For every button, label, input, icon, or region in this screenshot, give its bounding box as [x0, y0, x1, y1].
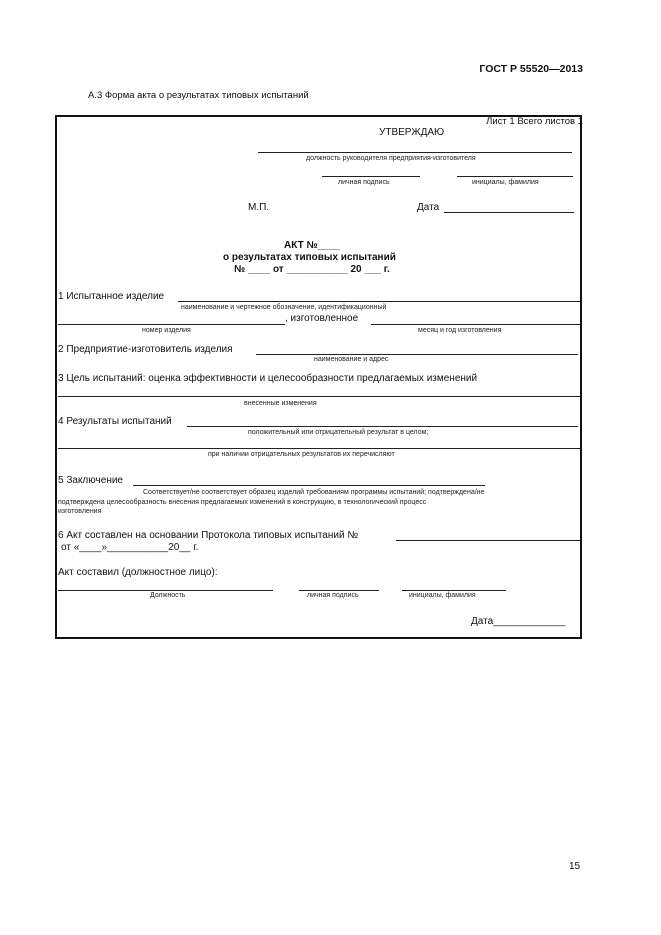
- item6-label: 6 Акт составлен на основании Протокола типовых испытаний №: [58, 530, 359, 541]
- item1-made-label: , изготовленное: [285, 313, 359, 324]
- item6-protocol-line[interactable]: [396, 540, 580, 541]
- item5-caption-line2: подтверждена целесообразность внесения предлагаемых изменений в конструкцию, в технологический процесс: [58, 499, 427, 506]
- month-year-caption: месяц и год изготовления: [418, 327, 502, 334]
- item2-label: 2 Предприятие-изготовитель изделия: [58, 344, 233, 355]
- head-signature-caption: личная подпись: [338, 179, 390, 186]
- head-position-line[interactable]: [258, 152, 572, 153]
- signature-line[interactable]: [299, 590, 379, 591]
- item2-line[interactable]: [256, 354, 578, 355]
- compiled-by-label: Акт составил (должностное лицо):: [58, 567, 218, 578]
- item4-line[interactable]: [187, 426, 578, 427]
- signature-caption: личная подпись: [307, 592, 359, 599]
- item5-label: 5 Заключение: [58, 475, 123, 486]
- item5-line[interactable]: [133, 485, 485, 486]
- position-caption: Должность: [150, 592, 186, 599]
- head-signature-line[interactable]: [322, 176, 420, 177]
- approve-date-line[interactable]: [444, 212, 574, 213]
- act-subtitle: о результатах типовых испытаний: [223, 252, 396, 263]
- item3-caption: внесенные изменения: [244, 400, 317, 407]
- act-title: АКТ №____: [284, 240, 340, 251]
- stamp-label: М.П.: [248, 202, 270, 213]
- item6-date: от «____»___________20__ г.: [61, 542, 199, 553]
- item1-caption: наименование и чертежное обозначение, идентификационный: [181, 304, 387, 311]
- initials-caption: инициалы, фамилия: [409, 592, 476, 599]
- item5-caption-line3: изготовления: [58, 508, 102, 515]
- item3-label: 3 Цель испытаний: оценка эффективности и целесообразности предлагаемых изменений: [58, 373, 478, 384]
- item5-caption-line1: Соответствует/не соответствует образец изделий требованиям программы испытаний; подтверждена/не: [143, 489, 485, 496]
- item1-label: 1 Испытанное изделие: [58, 291, 165, 302]
- item1-line[interactable]: [178, 301, 580, 302]
- act-number-date: № ____ от ___________ 20 ___ г.: [234, 264, 390, 275]
- standard-code: ГОСТ Р 55520—2013: [479, 63, 583, 75]
- head-initials-caption: инициалы, фамилия: [472, 179, 539, 186]
- item1-month-year-line[interactable]: [371, 324, 580, 325]
- item3-line[interactable]: [58, 396, 580, 397]
- approve-label: УТВЕРЖДАЮ: [379, 127, 445, 138]
- item4-caption2: при наличии отрицательных результатов их перечисляют: [208, 451, 395, 458]
- item4-label: 4 Результаты испытаний: [58, 416, 172, 427]
- item2-caption: наименование и адрес: [314, 356, 389, 363]
- bottom-date: Дата_____________: [471, 616, 566, 627]
- product-number-caption: номер изделия: [142, 327, 191, 334]
- item1-number-line[interactable]: [58, 324, 285, 325]
- item4-line2[interactable]: [58, 448, 580, 449]
- head-position-caption: должность руководителя предприятия-изготовителя: [306, 155, 476, 162]
- item4-caption1: положительный или отрицательный результат в целом;: [248, 429, 429, 436]
- approve-date-label: Дата: [417, 202, 440, 213]
- sheet-info: Лист 1 Всего листов 1: [486, 116, 583, 127]
- initials-line[interactable]: [402, 590, 506, 591]
- head-initials-line[interactable]: [457, 176, 573, 177]
- section-title: А.3 Форма акта о результатах типовых испытаний: [88, 90, 309, 101]
- page-number: 15: [569, 861, 581, 872]
- position-line[interactable]: [58, 590, 273, 591]
